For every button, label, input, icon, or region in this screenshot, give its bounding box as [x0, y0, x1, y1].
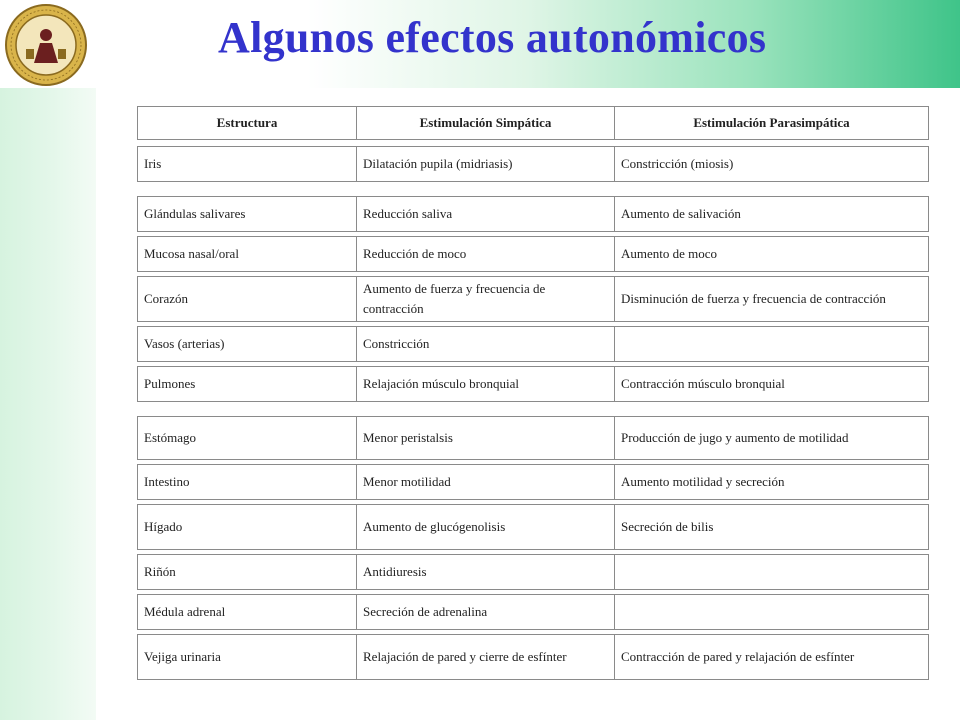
- cell-parasimpatica: [615, 327, 928, 361]
- university-seal-icon: [4, 3, 88, 87]
- cell-estructura: Vejiga urinaria: [138, 635, 357, 679]
- cell-parasimpatica: [615, 555, 928, 589]
- cell-parasimpatica: Contracción de pared y relajación de esfínter: [621, 649, 855, 664]
- cell-estructura: Hígado: [138, 505, 357, 549]
- table-row: [137, 554, 929, 590]
- cell-estructura: Glándulas salivares: [138, 197, 357, 231]
- cell-simpatica: Constricción: [357, 327, 615, 361]
- table-row: [137, 464, 929, 500]
- cell-parasimpatica: [615, 595, 928, 629]
- cell-parasimpatica: Aumento de moco: [621, 246, 718, 261]
- left-decorative-strip: [0, 88, 96, 720]
- cell-estructura: Vasos (arterias): [138, 327, 357, 361]
- table-row: [137, 146, 929, 182]
- page-title: Algunos efectos autonómicos: [218, 13, 767, 62]
- table-row: [137, 326, 929, 362]
- cell-simpatica: Secreción de adrenalina: [357, 595, 615, 629]
- cell-simpatica: Aumento de glucógenolisis: [357, 505, 615, 549]
- cell-estructura: Mucosa nasal/oral: [138, 237, 357, 271]
- table-row: [137, 594, 929, 630]
- cell-parasimpatica: Contracción músculo bronquial: [621, 376, 785, 391]
- cell-simpatica: Antidiuresis: [357, 555, 615, 589]
- cell-estructura: Intestino: [138, 465, 357, 499]
- cell-simpatica: Relajación de pared y cierre de esfínter: [357, 635, 615, 679]
- cell-estructura: Corazón: [138, 277, 357, 321]
- cell-estructura: Estómago: [138, 417, 357, 459]
- cell-parasimpatica: Aumento de salivación: [621, 206, 741, 221]
- table-row: [137, 504, 929, 550]
- cell-simpatica: Reducción de moco: [357, 237, 615, 271]
- table-row: [137, 416, 929, 460]
- table-row: [137, 366, 929, 402]
- cell-parasimpatica: Secreción de bilis: [621, 519, 714, 534]
- cell-parasimpatica: Aumento motilidad y secreción: [621, 474, 785, 489]
- table-row: [137, 236, 929, 272]
- cell-simpatica: Menor motilidad: [357, 465, 615, 499]
- cell-simpatica: Reducción saliva: [357, 197, 615, 231]
- cell-parasimpatica: Constricción (miosis): [621, 156, 734, 171]
- header-parasimpatica: Estimulación Parasimpática: [693, 115, 850, 130]
- cell-simpatica: Menor peristalsis: [357, 417, 615, 459]
- table-row: [137, 196, 929, 232]
- cell-estructura: Médula adrenal: [138, 595, 357, 629]
- cell-estructura: Pulmones: [138, 367, 357, 401]
- cell-parasimpatica: Disminución de fuerza y frecuencia de contracción: [621, 291, 886, 306]
- cell-estructura: Riñón: [138, 555, 357, 589]
- header-simpatica: Estimulación Simpática: [357, 107, 615, 139]
- cell-simpatica: Aumento de fuerza y frecuencia de contracción: [357, 277, 615, 321]
- table-row: [137, 276, 929, 322]
- cell-simpatica: Relajación músculo bronquial: [357, 367, 615, 401]
- table-row: [137, 634, 929, 680]
- cell-parasimpatica: Producción de jugo y aumento de motilidad: [621, 430, 849, 445]
- cell-simpatica: Dilatación pupila (midriasis): [357, 147, 615, 181]
- cell-estructura: Iris: [138, 147, 357, 181]
- header-estructura: Estructura: [138, 107, 357, 139]
- table-header-row: [137, 106, 929, 140]
